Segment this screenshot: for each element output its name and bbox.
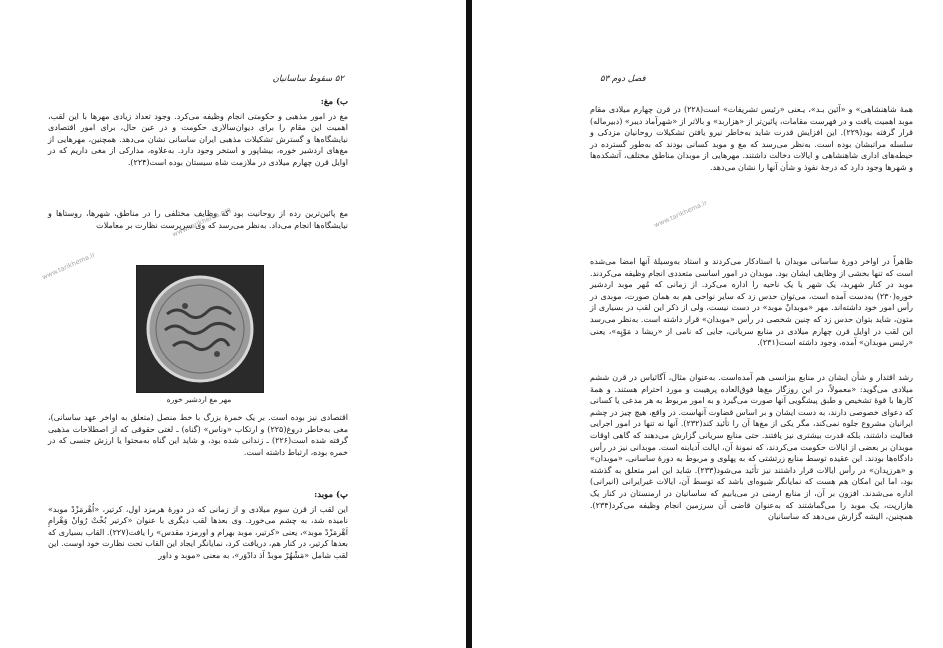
left-paragraph-4: این لقب از قرن سوم میلادی و از زمانی که در دورهٔ هرمزد اول، کرتیر، «اُهْرمَزْدْ موبد» نامیده شد، به چشم می‌خورد. وی بعدها لقب دیگری با عنوان «کرتیر بُخْتْ رُوانْ وَهْرامِ اَهْرمَزْدْ موبد»، یعنی «کرتیر، موبد بهرام و اورمزد مقدس» را یافت(۲۲۷). القاب بسیاری که بعدها کرتیر، در کنار هم، دریافت کرد، نمایانگر ایجاد این القاب تحت نظارت خود اوست. این لقب شامل «مَشْهُرْ موبدْ آذ دادْوَر»، به معنی «موبد و داور [48,504,349,560]
left-section-mobad [48,490,348,562]
right-text-bottom [590,372,913,523]
left-paragraph-2: مغ پائین‌ترین رده از روحانیت بود که وظایف مختلفی را در مناطق، شهرها، روستاها و نیایشگاه‌ها انجام می‌داد. به‌نظر می‌رسد که وی سرپرست نظارت بر معاملات [48,209,348,230]
left-text-bottom [48,412,348,458]
section-title-mobad: پ) موبد: [314,490,348,500]
section-title-magh: ب) مغ: [320,97,348,107]
right-paragraph-3: رشد اقتدار و شأن ایشان در منابع بیزانسی هم آمده‌است. به‌عنوان مثال، آگاثیاس در قرن ششم میلادی می‌گوید: «معمولاً، در این روزگار مغ‌ها فوق‌العاده پرهیبت و مورد احترام هستند. و همهٔ کارها با قوهٔ تشخیص و طبق پیشگویی آنها صورت می‌گیرد و به امور مربوط به هر مدعی یا کسانی که دعوای خصوصی دارند، به دست ایشان و بر اساس قضاوت آنهاست. در واقع، هیچ چیز در چشم ایرانیان مشروع جلوه نمی‌کند، مگر یکی از مغ‌ها آن را تأئید کند(۲۳۲). آنها نه تنها در امور اجرایی فعالیت داشتند، بلکه قدرت بیشتری نیز یافتند. حتی منابع سریانی گزارش می‌دهند که گاهی اوقات موبدان بر بعضی از ایالات حکومت می‌کردند، که نمونهٔ آن، ایالت آدیابنه است. موبدانی نیز در رأس دادگاه‌ها بودند. این عقیده توسط منابع زرتشتی که به پهلوی و مربوط به دورهٔ ساسانی، «موبدان» و «هرزپدان» در رأس ایالات قرار داشتند نیز تأئید می‌شود(۲۳۳). شاید این امر متعلق به گذشته بود، اما این امکان هم هست که نمایانگر شیوه‌ای باشد که توسط آن، ایالات غیرایرانی (انیرانی) اداره می‌شدند. افزون بر آن، از منابع ارمنی در می‌یابیم که ساسانیان در ارمنستان در کنار یک هازارپت، یک موبد را می‌گماشتند که به‌عنوان قاضی آن سرزمین انجام وظیفه می‌کرد(۲۳۴). همچنین، الیشه گزارش می‌دهد که ساسانیان [590,373,914,522]
watermark-left-2: www.tarikhema.org [171,205,233,239]
right-text-mid [590,256,913,349]
right-text-top [590,104,913,174]
right-running-head: فصل دوم ۵۳ [600,74,646,84]
coin-caption: مهر مغ اردشیر خوره [166,395,232,404]
right-paragraph-1: همهٔ شاهنشاهی» و «آئین بـد»، یـعنی «رئیس تشریفات» است(۲۲۸) در قرن چهارم میلادی مقام موبد اهمیت یافت و در فهرست مقامات، پائین‌تر از «هزاربد» و بالاتر از «شهرآماد دیبر» (دبیرماله) قرار گرفته بود(۲۲۹). این افزایش قدرت شاید به‌خاطر نیرو یافتن تشکیلات روحانیان مزدکی و سلسله مراتبشان بوده است. به‌نظر می‌رسد که مغ و موبد کسانی بودند که به‌طور گسترده در حیطه‌های اداری شاهنشاهی و ایالات دخالت داشتند. مهرهایی از موبدان مناطق مختلف، آتشکده‌ها و شهرها وجود دارد که درجهٔ نفوذ و شأن آنها را نشان می‌دهد. [590,105,914,172]
left-paragraph-1: مغ در امور مذهبی و حکومتی انجام وظیفه می‌کرد. وجود تعداد زیادی مهرها با این لقب، اهمیت این مقام را برای دیوان‌سالاری حکومت و در عین حال، برای امور اقتصادی نیایشگاه‌ها و گسترش تشکیلات مذهبی ایران ساسانی نشان می‌دهد. همچنین، مهرهایی از مغ‌های اردشیر خوره، بیشاپور و استخر وجود دارد. به‌علاوه، مدارکی از مغی داریم که در اوایل قرن چهارم میلادی در ملازمت شاه سیستان بوده است(۲۲۴). [48,111,348,167]
watermark-right-1: www.tarikhema.ir [652,198,709,230]
watermark-left-1: www.tarikhema.ir [40,250,97,282]
left-page [0,0,466,648]
right-paragraph-2: ظاهراً در اواخر دورهٔ ساسانی موبدان با استادکار می‌کردند و استاد به‌وسیلهٔ آنها امضا می‌شده است که تنها بخشی از وظایف ایشان بود. موبدان در امور اساسی متعددی انجام وظیفه می‌کردند. موبد در کنار شهربد، یک شهر یا یک ناحیه را اداره می‌کرد. از زمانی که مُهر موبد اردشیر خوره(۲۳۰) به‌دست آمده است، می‌توان حدس زد که سایر نواحی هم به همان صورت، موبدی در رأس امور خود داشته‌اند. مهر «موبدانْ موبد» در دست نیست، ولی از ذکر این لقب در بسیاری از متون، شاید بتوان حدس زد که چنین شخصی در رأس «موبدان» قرار داشته است. به‌نظر می‌رسد این لقب در اوایل قرن چهارم میلادی در منابع سریانی، جایی که نامی از «ریشا د مَوْپِه»، یعنی «رئیس موبدان» آمده، وجود داشته است(۲۳۱). [590,257,913,348]
left-running-head: ۵۲ سقوط ساسانیان [272,74,344,84]
left-paragraph-3: اقتصادی نیز بوده است. بر یک خمرهٔ بزرگ با خط منصل (متعلق به اواخر عهد ساسانی)، مغی به‌خاطر دروغ(۲۲۵) و ارتکاب «وناس» (گناه) ـ لغتی حقوقی که از اصطلاحات مذهبی گرفته شده است(۲۲۶) ـ زندانی شده بود، و شاید این گناه به‌محتوا یا ارزش جنسی که در خمره بوده، ارتباط داشته است. [48,413,349,457]
coin-seal-image [136,265,264,393]
coin-icon [137,266,263,392]
right-page [472,0,943,648]
left-text-top [48,97,348,169]
